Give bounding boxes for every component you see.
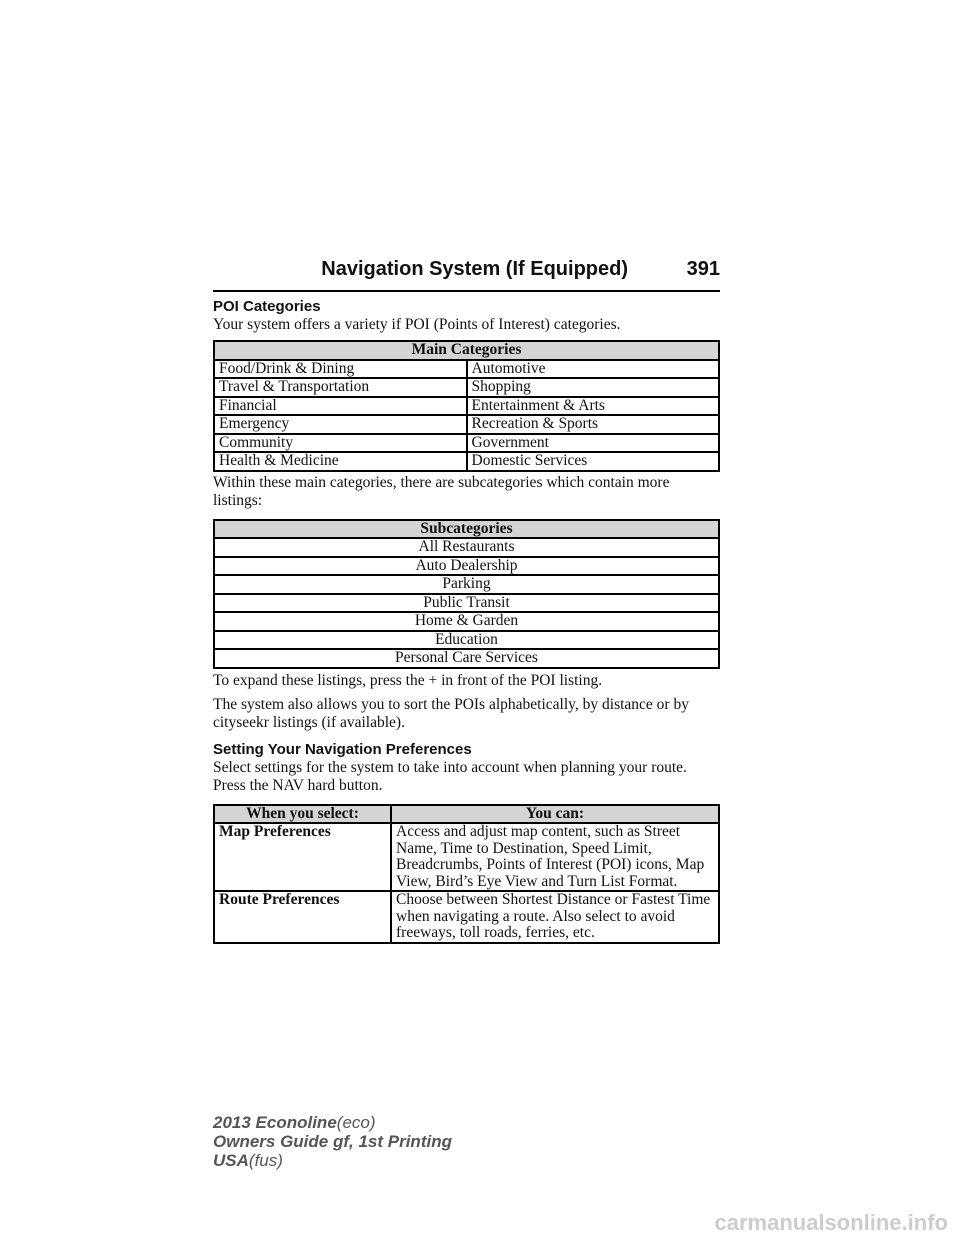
poi-categories-heading: POI Categories: [213, 298, 321, 315]
footer-market-code: (fus): [248, 1151, 283, 1170]
poi-intro: Your system offers a variety if POI (Points of Interest) categories.: [213, 316, 621, 333]
footer-printing: Owners Guide gf, 1st Printing: [213, 1132, 452, 1151]
route-preferences-description: Choose between Shortest Distance or Fastest Time when navigating a route. Also select to avoid freeways, toll roads, ferries, etc.: [391, 891, 719, 943]
table-row: [214, 649, 719, 668]
table-row: [214, 557, 719, 576]
header-rule: [213, 290, 720, 292]
table-cell: Shopping: [467, 378, 720, 397]
table-cell: Food/Drink & Dining: [214, 360, 467, 379]
navigation-preferences-heading: Setting Your Navigation Preferences: [213, 740, 472, 758]
table-row: [214, 891, 719, 943]
footer-model: 2013 Econoline: [213, 1113, 337, 1132]
col-you-can: You can:: [391, 805, 719, 824]
table-cell: Domestic Services: [467, 452, 720, 471]
map-preferences-description: Access and adjust map content, such as Street Name, Time to Destination, Speed Limit, Breadcrumbs, Points of Interest (POI) icons, Map View, Bird’s Eye View and Turn List Format.: [391, 823, 719, 891]
table-row: [214, 612, 719, 631]
table-cell: Automotive: [467, 360, 720, 379]
subcategories-header: Subcategories: [214, 520, 719, 539]
table-cell: Community: [214, 434, 467, 453]
table-row: [214, 397, 719, 416]
table-cell: Government: [467, 434, 720, 453]
table-row: [214, 378, 719, 397]
preferences-table: [213, 804, 720, 944]
subcategories-table: [213, 519, 720, 669]
page-number: 391: [686, 258, 720, 280]
table-row: [214, 452, 719, 471]
preferences-intro: Select settings for the system to take into account when planning your route. Press the NAV hard button.: [213, 758, 687, 794]
table-cell: Home & Garden: [214, 612, 719, 631]
table-cell: Recreation & Sports: [467, 415, 720, 434]
main-categories-header: Main Categories: [214, 341, 719, 360]
table-row: [214, 538, 719, 557]
table-row: [214, 823, 719, 891]
site-watermark: carmanualsonline.info: [714, 1210, 948, 1235]
table-cell: Emergency: [214, 415, 467, 434]
footer-model-code: (eco): [336, 1113, 376, 1132]
table-row: [214, 631, 719, 650]
table-row: [214, 360, 719, 379]
table-row: [214, 575, 719, 594]
table-cell: Public Transit: [214, 594, 719, 613]
table-row: [214, 434, 719, 453]
table-cell: Auto Dealership: [214, 557, 719, 576]
sort-pois-text: The system also allows you to sort the POIs alphabetically, by distance or by cityseekr listings (if available).: [213, 695, 689, 731]
col-when-you-select: When you select:: [214, 805, 391, 824]
print-footer: [213, 1113, 452, 1170]
map-preferences-label: Map Preferences: [214, 823, 391, 891]
expand-listings-text: To expand these listings, press the + in front of the POI listing.: [213, 671, 603, 689]
main-categories-table: [213, 340, 720, 472]
page-header: [213, 258, 720, 288]
table-cell: Parking: [214, 575, 719, 594]
table-row: [214, 415, 719, 434]
table-cell: Personal Care Services: [214, 649, 719, 668]
route-preferences-label: Route Preferences: [214, 891, 391, 943]
section-title: Navigation System (If Equipped): [321, 258, 628, 280]
table-cell: Financial: [214, 397, 467, 416]
subcategories-intro: Within these main categories, there are subcategories which contain more listings:: [213, 473, 670, 509]
footer-market: USA: [213, 1151, 249, 1170]
table-cell: Travel & Transportation: [214, 378, 467, 397]
table-cell: Education: [214, 631, 719, 650]
table-row: [214, 594, 719, 613]
table-cell: Entertainment & Arts: [467, 397, 720, 416]
page-content: [213, 296, 720, 944]
table-cell: Health & Medicine: [214, 452, 467, 471]
table-cell: All Restaurants: [214, 538, 719, 557]
